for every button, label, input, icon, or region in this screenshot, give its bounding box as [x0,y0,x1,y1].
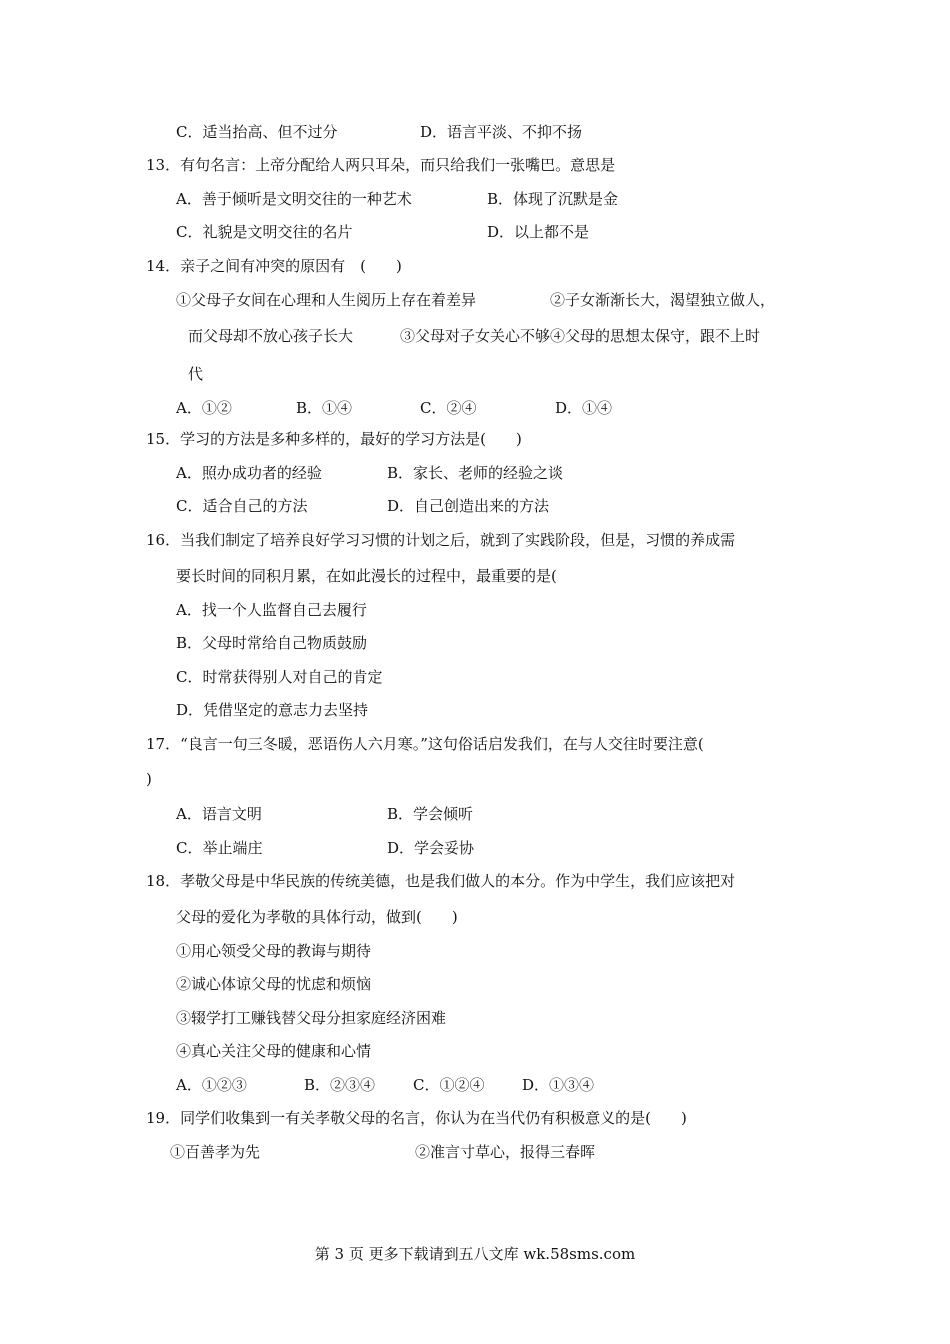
q17-option-b: B．学会倾听 [387,805,474,823]
q17-option-d: D．学会妥协 [387,839,475,857]
q19-item-2: ②准言寸草心，报得三春晖 [415,1143,596,1161]
q19-item-1: ①百善孝为先 [170,1143,261,1161]
q18-option-b: B．②③④ [304,1076,376,1094]
q16-option-b: B．父母时常给自己物质鼓励 [176,634,368,652]
q17-option-a: A．语言文明 [176,805,262,823]
q19-stem: 19．同学们收集到一有关孝敬父母的名言，你认为在当代仍有积极意义的是( ) [146,1109,687,1127]
q14-item-line2-a: 而父母却不放心孩子长大 [188,327,354,345]
q14-option-d: D．①④ [555,399,613,417]
q16-stem-line2: 要长时间的同积月累，在如此漫长的过程中，最重要的是( [176,567,557,585]
q14-option-a: A．①② [176,399,232,417]
q18-stem-line1: 18．孝敬父母是中华民族的传统美德，也是我们做人的本分。作为中学生，我们应该把对 [146,872,736,890]
q18-item-3: ③辍学打工赚钱替父母分担家庭经济困难 [176,1009,447,1027]
q14-item-line2-b: ③父母对子女关心不够④父母的思想太保守，跟不上时 [400,327,761,345]
q16-stem-line1: 16．当我们制定了培养良好学习习惯的计划之后，就到了实践阶段，但是，习惯的养成需 [146,531,736,549]
q13-option-b: B．体现了沉默是金 [487,190,619,208]
page-footer: 第 3 页 更多下载请到五八文库 wk.58sms.com [314,1245,636,1263]
q15-option-b: B．家长、老师的经验之谈 [387,464,564,482]
q16-option-a: A．找一个人监督自己去履行 [176,601,367,619]
q14-option-c: C．②④ [420,399,477,417]
q16-option-c: C．时常获得别人对自己的肯定 [176,668,383,686]
q17-stem-line1: 17．“良言一句三冬暖，恶语伤人六月寒。”这句俗话启发我们，在与人交往时要注意( [146,735,704,753]
q18-option-d: D．①③④ [522,1076,595,1094]
q12-option-d: D．语言平淡、不抑不扬 [420,123,583,141]
q12-option-c: C．适当抬高、但不过分 [176,123,338,141]
q18-item-2: ②诚心体谅父母的忧虑和烦恼 [176,975,372,993]
q14-item-line1-a: ①父母子女间在心理和人生阅历上存在着差异 [176,291,477,309]
q13-option-a: A．善于倾听是文明交往的一种艺术 [176,190,412,208]
q14-stem: 14．亲子之间有冲突的原因有 ( ) [146,257,402,275]
q15-option-c: C．适合自己的方法 [176,497,308,515]
q14-item-line3: 代 [188,365,204,383]
q13-option-d: D．以上都不是 [487,223,590,241]
q18-item-4: ④真心关注父母的健康和心情 [176,1042,372,1060]
q13-option-c: C．礼貌是文明交往的名片 [176,223,353,241]
q18-option-c: C．①②④ [413,1076,485,1094]
q15-option-a: A．照办成功者的经验 [176,464,322,482]
q14-option-b: B．①④ [296,399,353,417]
q18-stem-line2: 父母的爱化为孝敬的具体行动，做到( ) [176,908,458,926]
q14-item-line1-b: ②子女渐渐长大，渴望独立做人， [550,291,776,309]
q17-stem-line2: ) [146,770,152,788]
q16-option-d: D．凭借坚定的意志力去坚持 [176,701,369,719]
q17-option-c: C．举止端庄 [176,839,263,857]
q13-stem: 13．有句名言：上帝分配给人两只耳朵，而只给我们一张嘴巴。意思是 [146,156,616,174]
q18-item-1: ①用心领受父母的教诲与期待 [176,942,372,960]
q15-stem: 15．学习的方法是多种多样的，最好的学习方法是( ) [146,430,522,448]
q15-option-d: D．自己创造出来的方法 [387,497,550,515]
q18-option-a: A．①②③ [176,1076,247,1094]
